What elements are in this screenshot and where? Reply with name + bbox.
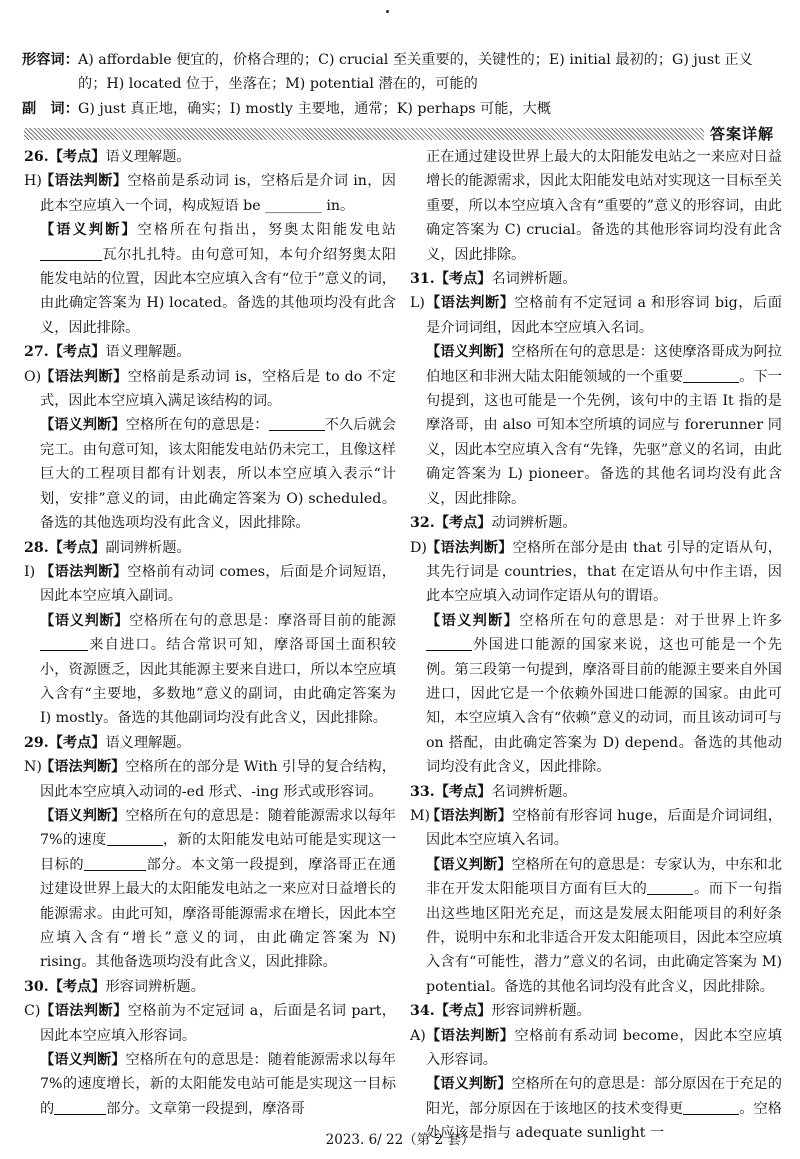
- semantic-text-b: 。下一句提到，这也可能是一个先例，该句中的主语 It 指的是摩洛哥，由 also 可知本空所填的词应与 forerunner 同义，因此本空应填入含有“先锋，先驱”意义的名词，由此确定答案为 L) pioneer。备选的其他名词均没有此含义，因此排除。: [426, 368, 782, 507]
- tag-grammar: 【语法判断】: [40, 563, 128, 580]
- tag-kaodian: 【考点】: [434, 1003, 492, 1020]
- semantic-text-a: 空格所在句的意思是：对于世界上许多: [519, 612, 782, 629]
- question-32: [410, 511, 782, 779]
- semantic-text-b: 不久后就会完工。由句意可知，该太阳能发电站仍未完工，且像这样巨大的工程项目都有计划表，所以本空应填入表示“计划，安排”意义的词，由此确定答案为 O) scheduled。备选的其他选项均没有此含义，因此排除。: [40, 417, 396, 532]
- tag-semantic: 【语义判断】: [40, 1052, 126, 1069]
- question-type: 语义理解题。: [105, 734, 191, 751]
- adverb-list: G) just 真正地，确实；I) mostly 主要地，通常；K) perhaps 可能，大概: [78, 100, 552, 117]
- blank-line: [647, 880, 693, 895]
- right-column: [410, 145, 782, 1146]
- question-type: 名词辨析题。: [491, 271, 577, 288]
- answer-banner: [24, 124, 780, 144]
- semantic-text-a: 空格所在句的意思是：专家认为，中东和北非在开发太阳能项目方面有巨大的: [426, 856, 782, 898]
- tag-grammar: 【语法判断】: [426, 539, 513, 556]
- answer-letter: I): [24, 563, 36, 580]
- question-type: 语义理解题。: [105, 344, 191, 361]
- blank-line: [54, 1100, 106, 1115]
- answer-letter: A): [410, 1027, 426, 1044]
- tag-kaodian: 【考点】: [48, 734, 106, 751]
- answer-letter: D): [410, 539, 427, 556]
- tag-semantic: 【语义判断】: [426, 1076, 512, 1093]
- tag-semantic: 【语义判断】: [40, 417, 126, 434]
- tag-semantic: 【语义判断】: [40, 222, 138, 239]
- adjective-row: [22, 48, 782, 72]
- answer-letter: L): [410, 295, 425, 312]
- left-column: [24, 145, 396, 1121]
- vocabulary-section: [22, 48, 782, 121]
- tag-grammar: 【语法判断】: [40, 368, 128, 385]
- question-number: 34.: [410, 1003, 435, 1020]
- tag-kaodian: 【考点】: [48, 149, 106, 165]
- tag-grammar: 【语法判断】: [40, 1003, 128, 1020]
- semantic-text-a: 空格所在句的意思是：: [125, 417, 269, 434]
- semantic-text-a: 空格所在句的意思是：随着能源需求以每年 7%的速度: [40, 807, 396, 849]
- semantic-text-b: 来自进口。结合常识可知，摩洛哥国土面积较小，资源匮乏，因此其能源主要来自进口，所以本空应填入含有“主要地，多数地”意义的副词，由此确定答案为 I) mostly。备选的其他副词均没有此含义，因此排除。: [40, 637, 396, 727]
- tag-kaodian: 【考点】: [48, 539, 106, 556]
- tag-kaodian: 【考点】: [48, 344, 106, 361]
- grammar-text: 空格前有系动词 become，因此本空应填入形容词。: [426, 1027, 782, 1069]
- semantic-text-a: 空格所在句指出，努奥太阳能发电站: [137, 222, 396, 239]
- tag-kaodian: 【考点】: [48, 978, 106, 995]
- semantic-text-a: 空格所在句的意思是：随着能源需求以每年 7%的速度增长，新的太阳能发电站可能是实现这一目标的: [40, 1052, 396, 1117]
- semantic-text-c: 部分。本文第一段提到，摩洛哥正在通过建设世界上最大的太阳能发电站之一来应对日益增长的能源需求。由此可知，摩洛哥能源需求在增长，因此本空应填入含有“增长”意义的词，由此确定答案为 N) rising。其他备选项均没有此含义，因此排除。: [40, 856, 396, 971]
- grammar-text: 空格前是系动词 is，空格后是 to do 不定式，因此本空应填入满足该结构的词。: [40, 368, 396, 410]
- tag-semantic: 【语义判断】: [426, 856, 512, 873]
- answer-letter: C): [24, 1003, 41, 1020]
- grammar-text: 空格前为不定冠词 a，后面是名词 part，因此本空应填入形容词。: [40, 1003, 396, 1044]
- blank-line: [683, 1100, 739, 1115]
- question-26: [24, 145, 396, 340]
- question-number: 29.: [24, 734, 49, 751]
- blank-line: [40, 246, 102, 261]
- tag-semantic: 【语义判断】: [40, 612, 130, 629]
- semantic-text-a: 空格所在句的意思是：部分原因在于充足的阳光，部分原因在于该地区的技术变得更: [426, 1076, 782, 1117]
- semantic-text-a: 空格所在句的意思是：摩洛哥目前的能源: [129, 612, 396, 629]
- question-type: 名词辨析题。: [491, 783, 577, 800]
- question-33: [410, 780, 782, 1000]
- banner-title: 答案详解: [709, 124, 774, 143]
- tag-semantic: 【语义判断】: [40, 807, 126, 824]
- grammar-text: 空格前是系动词 is，空格后是介词 in，因此本空应填入一个词，构成短语 be ________ in。: [40, 173, 396, 214]
- question-type: 语义理解题。: [105, 149, 191, 165]
- grammar-text: 空格前有动词 comes，后面是介词短语，因此本空应填入副词。: [40, 563, 396, 605]
- question-34: [410, 999, 782, 1145]
- scan-dot: [386, 10, 389, 13]
- question-number: 26.: [24, 149, 49, 165]
- tag-kaodian: 【考点】: [434, 271, 492, 288]
- blank-line: [269, 416, 325, 431]
- question-number: 32.: [410, 515, 435, 532]
- question-type: 形容词辨析题。: [491, 1003, 591, 1020]
- question-type: 副词辨析题。: [105, 539, 191, 556]
- question-30-continued: 正在通过建设世界上最大的太阳能发电站之一来应对日益增长的能源需求，因此太阳能发电站对实现这一目标至关重要，所以本空应填入含有“重要的”意义的形容词，由此确定答案为 C) crucial。备选的其他形容词均没有此含义，因此排除。: [426, 149, 782, 263]
- grammar-text: 空格前有不定冠词 a 和形容词 big，后面是介词词组，因此本空应填入名词。: [426, 295, 782, 336]
- question-number: 31.: [410, 271, 435, 288]
- question-type: 动词辨析题。: [491, 515, 577, 532]
- tag-grammar: 【语法判断】: [426, 295, 515, 312]
- tag-kaodian: 【考点】: [434, 515, 492, 532]
- adverb-label: 副 词：: [22, 100, 79, 117]
- grammar-text: 空格所在的部分是 With 引导的复合结构，因此本空应填入动词的-ed 形式、-ing 形式或形容词。: [40, 759, 396, 800]
- question-number: 30.: [24, 978, 49, 995]
- tag-grammar: 【语法判断】: [426, 1027, 515, 1044]
- tag-semantic: 【语义判断】: [426, 344, 512, 361]
- adjective-list-cont: 的；H) located 位于，坐落在；M) potential 潜在的，可能的: [78, 76, 478, 93]
- grammar-text: 空格前有形容词 huge，后面是介词词组，因此本空应填入名词。: [426, 807, 782, 849]
- tag-grammar: 【语法判断】: [40, 759, 126, 776]
- question-30: [24, 975, 396, 1121]
- blank-line: [40, 636, 88, 651]
- semantic-text-b: 瓦尔扎扎特。由句意可知，本句介绍努奥太阳能发电站的位置，因此本空应填入含有“位于”意义的词，由此确定答案为 H) located。备选的其他项均没有此含义，因此排除。: [40, 246, 396, 336]
- semantic-text-b: 外国进口能源的国家来说，这也可能是一个先例。第三段第一句提到，摩洛哥目前的能源主要来自外国进口，因此它是一个依赖外国进口能源的国家。由此可知，本空应填入含有“依赖”意义的动词，而且该动词可与 on 搭配，由此确定答案为 D) depend。备选的其他动词均没有此含义，因此排除。: [426, 637, 782, 776]
- answer-letter: N): [24, 759, 42, 776]
- semantic-text-b: ，新的太阳能发电站可能是实现这一目标的: [40, 832, 396, 873]
- question-type: 形容词辨析题。: [105, 978, 205, 995]
- page-footer: 2023. 6/ 22（第 2 套）: [325, 1132, 475, 1148]
- blank-line: [107, 831, 163, 846]
- banner-hatch: [24, 128, 704, 140]
- blank-line: [84, 856, 146, 871]
- answer-letter: H): [24, 173, 42, 190]
- adjective-label: 形容词：: [22, 52, 79, 68]
- answer-letter: O): [24, 368, 42, 385]
- tag-semantic: 【语义判断】: [426, 612, 520, 629]
- question-29: [24, 731, 396, 975]
- question-number: 33.: [410, 783, 435, 800]
- semantic-text-b: 。而下一句指出这些地区阳光充足，而这是发展太阳能项目的利好条件，说明中东和北非适合开发太阳能项目，因此本空应填入含有“可能性，潜力”意义的名词，由此确定答案为 M) potential。备选的其他名词均没有此含义，因此排除。: [426, 881, 782, 995]
- question-number: 27.: [24, 344, 49, 361]
- blank-line: [426, 636, 472, 651]
- tag-kaodian: 【考点】: [434, 783, 492, 800]
- semantic-text-b: 部分。文章第一段提到，摩洛哥: [106, 1100, 305, 1117]
- adverb-row: [22, 97, 782, 121]
- question-number: 28.: [24, 539, 49, 556]
- grammar-text: 空格所在部分是由 that 引导的定语从句，其先行词是 countries，that 在定语从句中作主语，因此本空应填入动词作定语从句的谓语。: [426, 539, 782, 605]
- blank-line: [683, 368, 739, 383]
- tag-grammar: 【语法判断】: [426, 807, 513, 824]
- question-28: [24, 536, 396, 731]
- semantic-text-b: 。空格处应该是指与 adequate sunlight 一: [426, 1100, 782, 1142]
- answer-letter: M): [410, 807, 431, 824]
- adjective-list: A) affordable 便宜的，价格合理的；C) crucial 至关重要的，关键性的；E) initial 最初的；G) just 正义: [78, 52, 753, 68]
- semantic-text-a: 空格所在句的意思是：这使摩洛哥成为阿拉伯地区和非洲大陆太阳能领域的一个重要: [426, 344, 782, 385]
- tag-grammar: 【语法判断】: [40, 173, 128, 190]
- question-27: [24, 340, 396, 535]
- question-31: [410, 267, 782, 511]
